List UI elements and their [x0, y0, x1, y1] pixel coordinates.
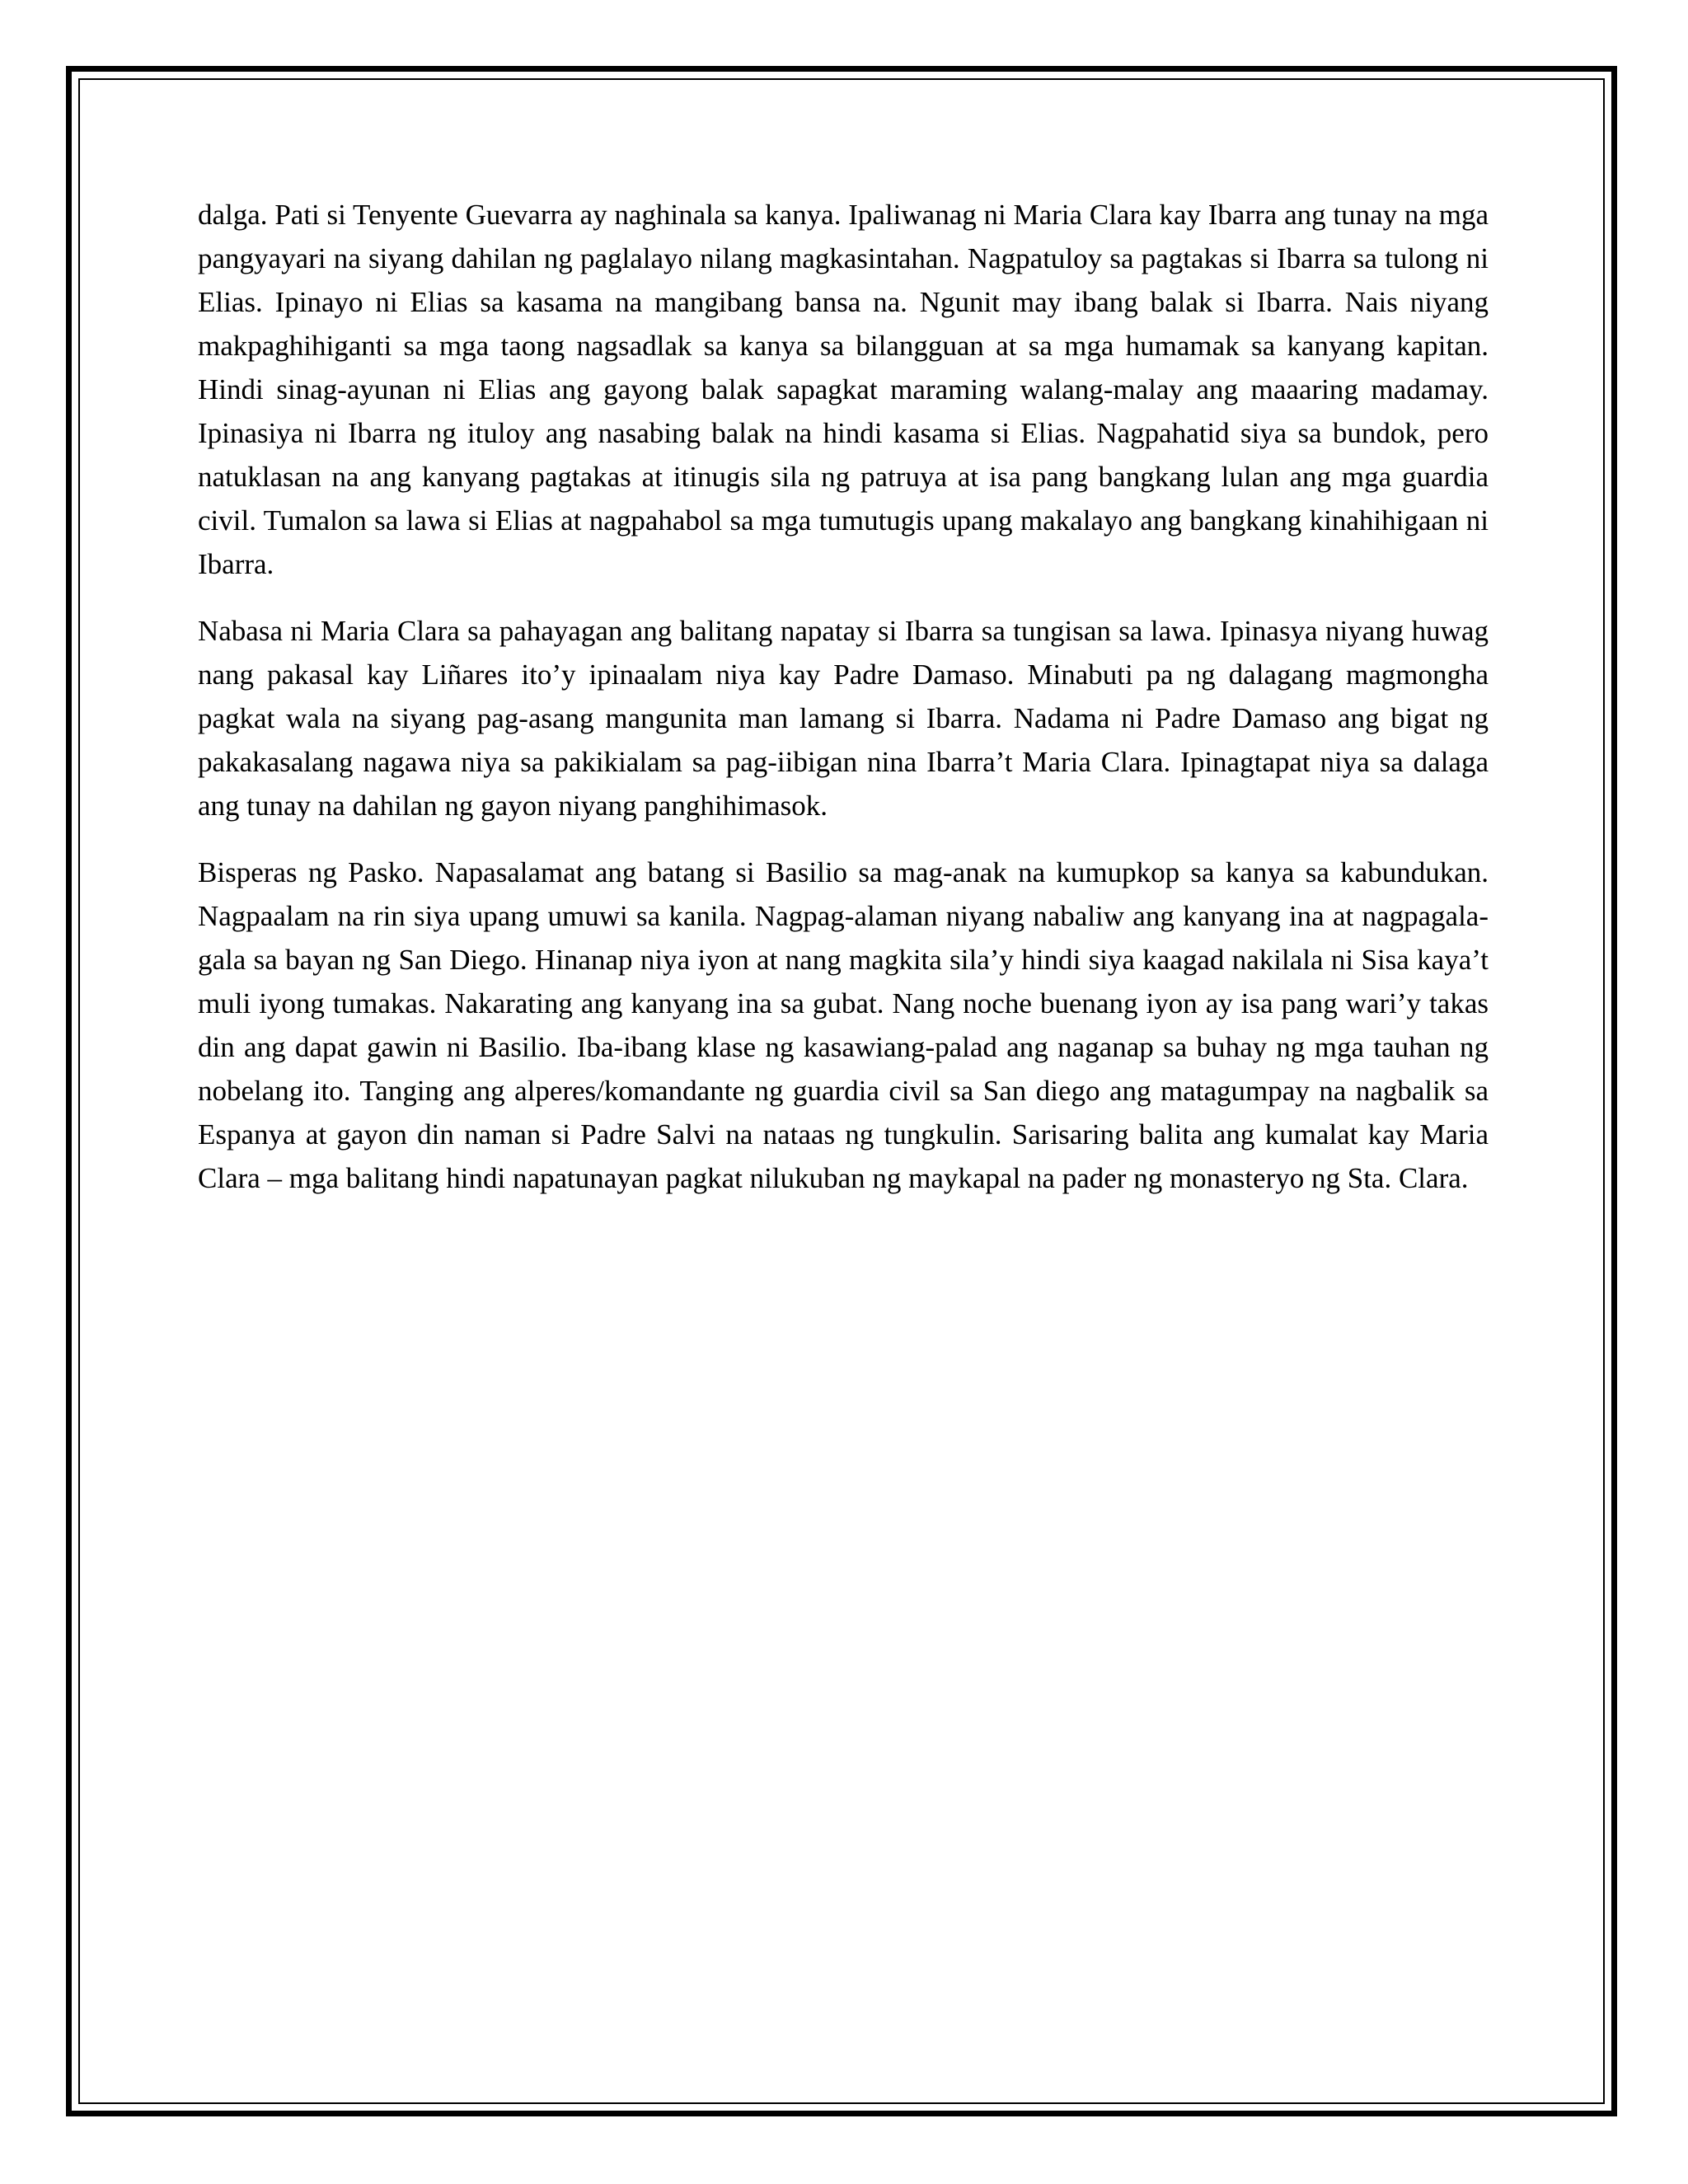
paragraph-1: dalga. Pati si Tenyente Guevarra ay naghinala sa kanya. Ipaliwanag ni Maria Clara kay Ibarra ang tunay na mga pangyayari na siyang dahilan ng paglalayo nilang magkasintahan. Nagpatuloy sa pagtakas si Ibarra sa tulong ni Elias. Ipinayo ni Elias sa kasama na mangibang bansa na. Ngunit may ibang balak si Ibarra. Nais niyang makpaghihiganti sa mga taong nagsadlak sa kanya sa bilangguan at sa mga humamak sa kanyang kapitan. Hindi sinag-ayunan ni Elias ang gayong balak sapagkat maraming walang-malay ang maaaring madamay. Ipinasiya ni Ibarra ng ituloy ang nasabing balak na hindi kasama si Elias. Nagpahatid siya sa bundok, pero natuklasan na ang kanyang pagtakas at itinugis sila ng patruya at isa pang bangkang lulan ang mga guardia civil. Tumalon sa lawa si Elias at nagpahabol sa mga tumutugis upang makalayo ang bangkang kinahihigaan ni Ibarra.: [198, 199, 1489, 580]
paragraph-3: Bisperas ng Pasko. Napasalamat ang batang si Basilio sa mag-anak na kumupkop sa kanya sa kabundukan. Nagpaalam na rin siya upang umuwi sa kanila. Nagpag-alaman niyang nabaliw ang kanyang ina at nagpagala-gala sa bayan ng San Diego. Hinanap niya iyon at nang magkita sila’y hindi siya kaagad nakilala ni Sisa kaya’t muli iyong tumakas. Nakarating ang kanyang ina sa gubat. Nang noche buenang iyon ay isa pang wari’y takas din ang dapat gawin ni Basilio. Iba-ibang klase ng kasawiang-palad ang naganap sa buhay ng mga tauhan ng nobelang ito. Tanging ang alperes/komandante ng guardia civil sa San diego ang matagumpay na nagbalik sa Espanya at gayon din naman si Padre Salvi na nataas ng tungkulin. Sarisaring balita ang kumalat kay Maria Clara – mga balitang hindi napatunayan pagkat nilukuban ng maykapal na pader ng monasteryo ng Sta. Clara.: [198, 856, 1489, 1194]
document-body: [198, 193, 1489, 1223]
paragraph-2: Nabasa ni Maria Clara sa pahayagan ang balitang napatay si Ibarra sa tungisan sa lawa. Ipinasya niyang huwag nang pakasal kay Liñares ito’y ipinaalam niya kay Padre Damaso. Minabuti pa ng dalagang magmongha pagkat wala na siyang pag-asang mangunita man lamang si Ibarra. Nadama ni Padre Damaso ang bigat ng pakakasalang nagawa niya sa pakikialam sa pag-iibigan nina Ibarra’t Maria Clara. Ipinagtapat niya sa dalaga ang tunay na dahilan ng gayon niyang panghihimasok.: [198, 615, 1489, 822]
